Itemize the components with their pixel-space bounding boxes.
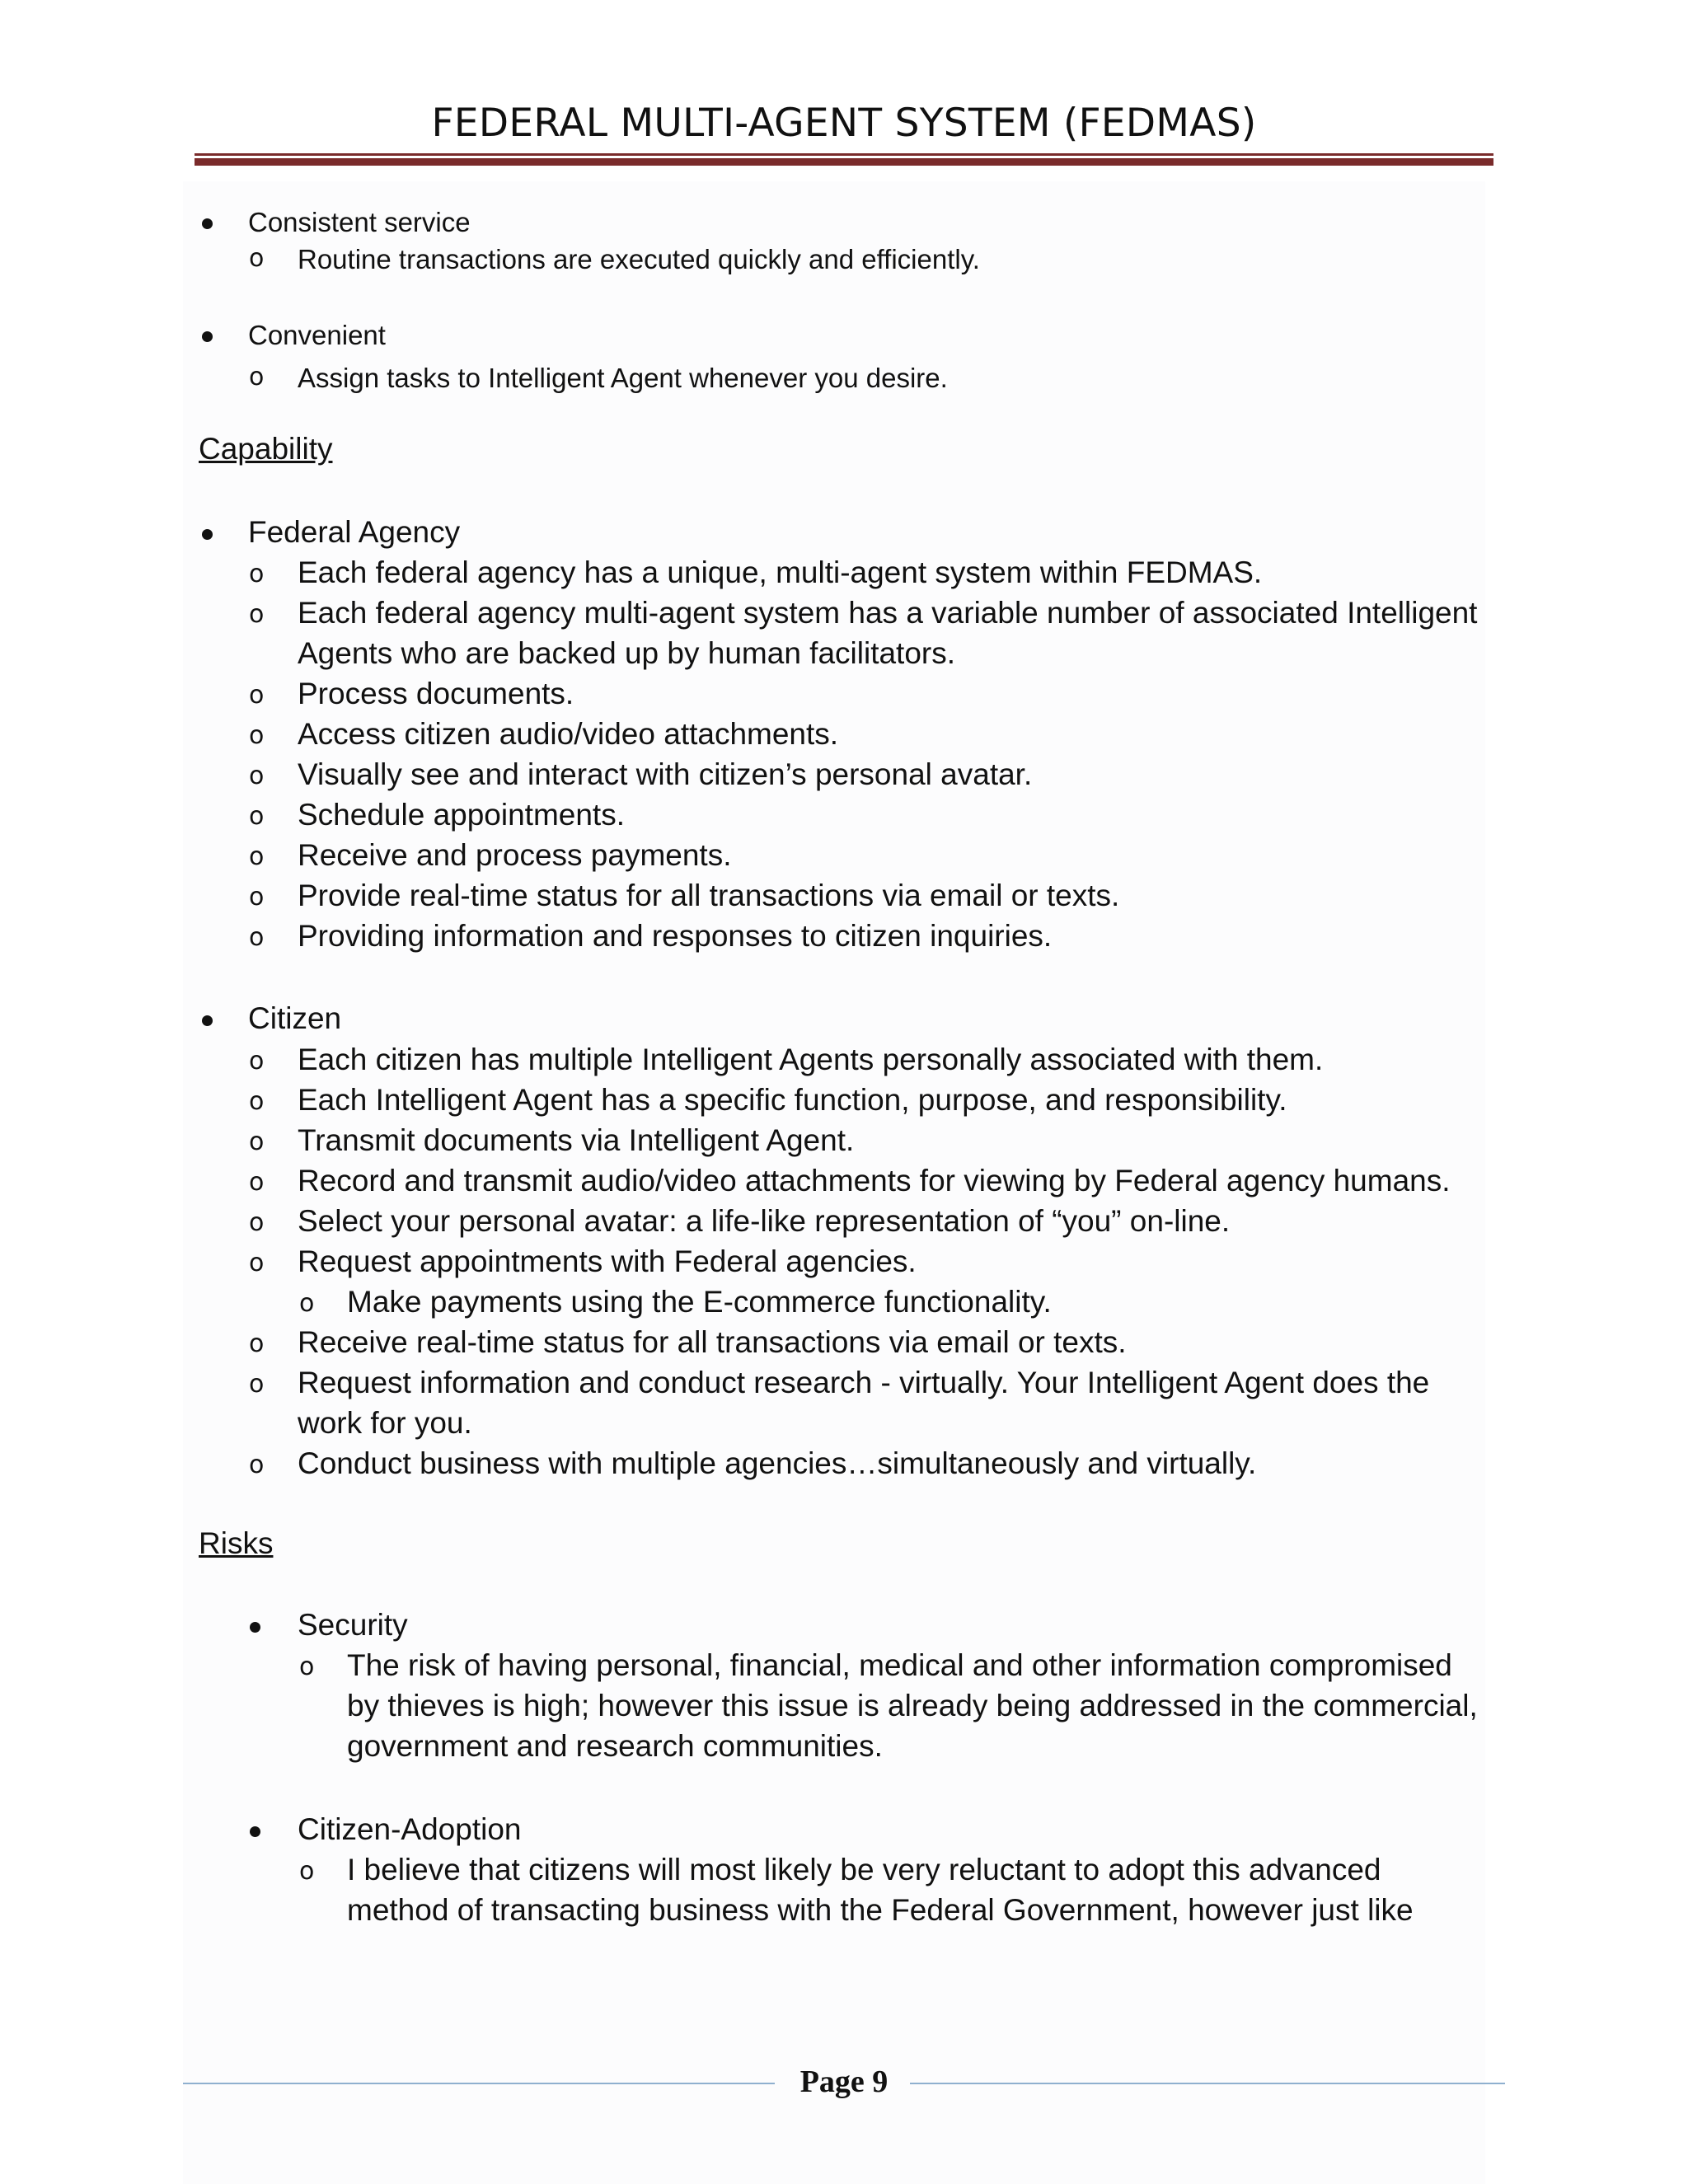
list-item-label: Federal Agency [248, 515, 461, 549]
paragraph-line: I believe that citizens will most likely be very reluctant to adopt this advanced [347, 1853, 1381, 1886]
list-subitem: Access citizen audio/video attachments. [298, 717, 839, 751]
list-subitem: Request appointments with Federal agencies. [298, 1244, 917, 1278]
sub-bullet-icon: o [249, 1127, 265, 1156]
sub-bullet-icon: o [249, 842, 265, 871]
list-subitem-continuation: work for you. [298, 1406, 472, 1440]
list-subitem: Request information and conduct research - virtually. Your Intelligent Agent does the [298, 1366, 1430, 1399]
sub-bullet-icon: o [299, 1652, 315, 1681]
list-subitem-continuation: Agents who are backed up by human facilitators. [298, 636, 956, 670]
list-subitem: Receive and process payments. [298, 838, 732, 872]
sub-bullet-icon: o [249, 1168, 265, 1197]
sub-bullet-icon: o [249, 1047, 265, 1076]
list-subitem: Receive real-time status for all transactions via email or texts. [298, 1325, 1127, 1359]
page-number: Page 9 [799, 2064, 889, 2099]
section-heading-risks: Risks [199, 1526, 274, 1560]
sub-bullet-icon: o [249, 600, 265, 629]
document-title: FEDERAL MULTI-AGENT SYSTEM (FEDMAS) [431, 101, 1257, 146]
paragraph-line: method of transacting business with the Federal Government, however just like [347, 1893, 1414, 1927]
sub-bullet-icon: o [249, 1451, 265, 1479]
sub-bullet-icon: o [249, 560, 265, 588]
list-subitem: Each federal agency multi-agent system has a variable number of associated Intelligent [298, 596, 1478, 630]
sub-bullet-icon: o [249, 1329, 265, 1358]
sub-bullet-icon: o [249, 802, 265, 831]
list-item-label: Citizen-Adoption [298, 1812, 522, 1846]
sub-bullet-icon: o [249, 1370, 265, 1399]
bullet-icon [250, 1622, 260, 1633]
sub-bullet-icon: o [249, 244, 265, 273]
list-subitem: Conduct business with multiple agencies…simultaneously and virtually. [298, 1446, 1257, 1480]
list-subitem-nested: Make payments using the E-commerce functionality. [347, 1285, 1052, 1319]
bullet-icon [202, 1015, 213, 1026]
list-subitem: Schedule appointments. [298, 798, 625, 832]
list-subitem: Provide real-time status for all transactions via email or texts. [298, 879, 1120, 912]
bullet-icon [202, 331, 213, 342]
sub-bullet-icon: o [299, 1289, 315, 1318]
list-subitem: Providing information and responses to citizen inquiries. [298, 919, 1053, 953]
bullet-icon [250, 1826, 260, 1837]
sub-bullet-icon: o [299, 1857, 315, 1886]
sub-bullet-icon: o [249, 363, 265, 391]
list-item-label: Consistent service [248, 207, 471, 237]
list-subitem: Routine transactions are executed quickly and efficiently. [298, 244, 980, 274]
list-item-label: Security [298, 1608, 408, 1642]
list-subitem: Process documents. [298, 677, 574, 710]
paragraph-line: government and research communities. [347, 1729, 883, 1763]
sub-bullet-icon: o [249, 923, 265, 952]
paragraph-line: by thieves is high; however this issue is already being addressed in the commercial, [347, 1689, 1478, 1722]
paragraph-line: The risk of having personal, financial, medical and other information compromised [347, 1648, 1452, 1682]
bullet-icon [202, 529, 213, 540]
sub-bullet-icon: o [249, 1208, 265, 1237]
sub-bullet-icon: o [249, 681, 265, 710]
list-item-label: Citizen [248, 1001, 342, 1035]
sub-bullet-icon: o [249, 883, 265, 912]
bullet-icon [202, 218, 213, 229]
list-subitem: Each Intelligent Agent has a specific function, purpose, and responsibility. [298, 1083, 1287, 1117]
list-subitem: Each federal agency has a unique, multi-agent system within FEDMAS. [298, 555, 1263, 589]
list-subitem: Assign tasks to Intelligent Agent whenever you desire. [298, 363, 948, 393]
list-subitem: Each citizen has multiple Intelligent Agents personally associated with them. [298, 1043, 1324, 1076]
sub-bullet-icon: o [249, 1249, 265, 1277]
list-subitem: Record and transmit audio/video attachments for viewing by Federal agency humans. [298, 1164, 1451, 1197]
sub-bullet-icon: o [249, 721, 265, 750]
list-item-label: Convenient [248, 320, 386, 350]
sub-bullet-icon: o [249, 1087, 265, 1116]
list-subitem: Select your personal avatar: a life-like representation of “you” on-line. [298, 1204, 1231, 1238]
list-subitem: Transmit documents via Intelligent Agent. [298, 1123, 855, 1157]
sub-bullet-icon: o [249, 762, 265, 790]
section-heading-capability: Capability [199, 432, 333, 466]
list-subitem: Visually see and interact with citizen’s personal avatar. [298, 757, 1033, 791]
